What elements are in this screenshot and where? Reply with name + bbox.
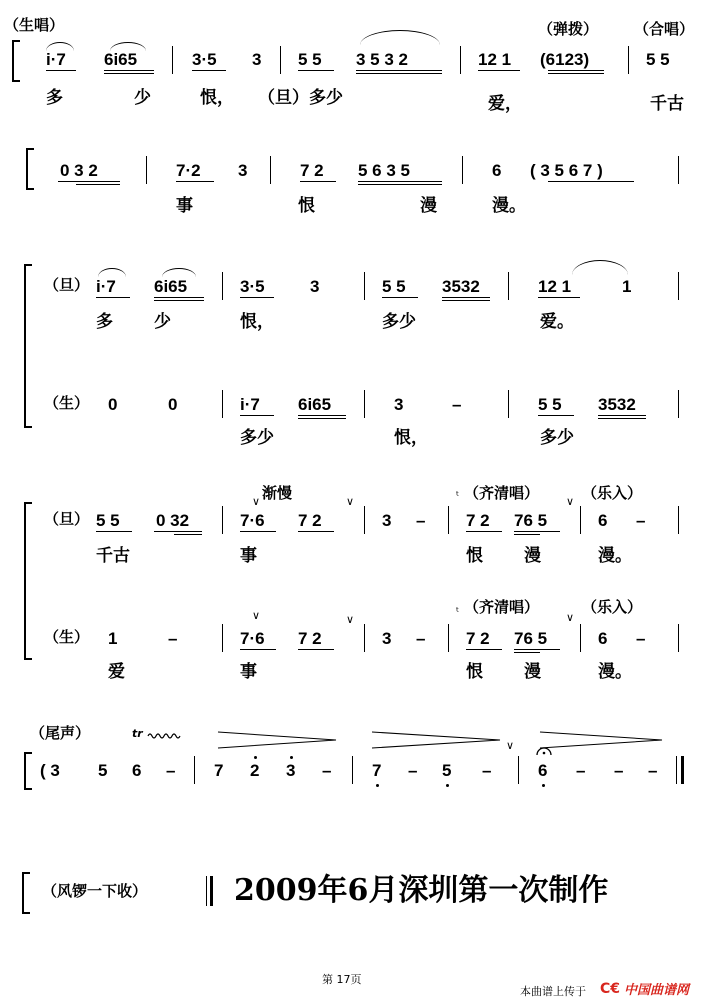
label-dan: （旦）	[44, 510, 90, 528]
barline	[508, 272, 509, 300]
label-sheng: （生）	[44, 628, 90, 646]
note: (6123)	[540, 50, 590, 69]
note: –	[168, 629, 178, 648]
site-logo-icon: C€	[600, 981, 621, 997]
note: 6	[598, 511, 608, 530]
label-sheng: （生）	[44, 394, 90, 412]
breath-mark: ∨	[252, 495, 261, 508]
note: 76 5	[514, 629, 548, 648]
barline	[580, 624, 581, 652]
note: –	[322, 761, 332, 780]
note: 1	[622, 277, 632, 296]
breath-mark: ∨	[346, 613, 355, 626]
note: ( 3	[40, 761, 60, 780]
fermata	[536, 746, 552, 756]
label-wei-sheng: （尾声）	[30, 724, 91, 742]
final-barline-thick	[210, 876, 213, 906]
note: 5	[442, 761, 452, 780]
breath-mark: ∨	[566, 611, 575, 624]
underline	[514, 534, 540, 535]
barline	[678, 390, 679, 418]
note: –	[166, 761, 176, 780]
system-bracket	[12, 40, 20, 82]
note: 12 1	[478, 50, 512, 69]
underline	[514, 652, 540, 653]
note: 3 5 3 2	[356, 50, 408, 69]
note: 7 2	[466, 629, 490, 648]
underline	[538, 297, 580, 298]
barline	[364, 624, 365, 652]
lyric: 漫。	[598, 662, 632, 682]
barline	[172, 46, 173, 74]
underline	[192, 70, 226, 71]
free-tempo-mark: ᵗ	[456, 605, 460, 618]
lyric: 漫	[524, 662, 541, 682]
underline	[176, 181, 214, 182]
lyric: 少	[134, 88, 151, 108]
note: 5 5	[298, 50, 322, 69]
note: 3532	[442, 277, 480, 296]
label-dan: （旦）	[44, 276, 90, 294]
note: 3	[394, 395, 404, 414]
label-qi-qing-chang: （齐清唱）	[464, 484, 540, 502]
note: –	[648, 761, 658, 780]
note: 7 2	[466, 511, 490, 530]
underline	[598, 415, 646, 416]
note: 5 5	[538, 395, 562, 414]
underline	[478, 70, 520, 71]
underline	[466, 649, 502, 650]
label-yue-ru: （乐入）	[582, 484, 643, 502]
lyric: 多	[46, 88, 63, 108]
barline	[580, 506, 581, 534]
note: –	[452, 395, 462, 414]
barline	[364, 390, 365, 418]
lyric: 多少	[540, 428, 574, 448]
note: 7·2	[176, 161, 201, 180]
upload-note: 本曲谱上传于	[520, 985, 586, 998]
decrescendo	[372, 730, 502, 750]
lyric: 多少	[382, 312, 416, 332]
note: 0 32	[156, 511, 190, 530]
octave-dot	[376, 784, 379, 787]
underline	[96, 297, 130, 298]
breath-mark: ∨	[506, 739, 515, 752]
note: 7·6	[240, 511, 265, 530]
trill-wave	[148, 732, 180, 740]
lyric: 恨	[466, 546, 483, 566]
label-he-chang: （合唱）	[634, 20, 695, 38]
underline	[240, 415, 274, 416]
lyric: 少	[154, 312, 171, 332]
note: 3	[382, 511, 392, 530]
lyric: 事	[176, 196, 193, 216]
note: –	[482, 761, 492, 780]
note: 1	[108, 629, 118, 648]
note: 3	[310, 277, 320, 296]
underline	[548, 73, 604, 74]
underline	[548, 70, 604, 71]
underline	[76, 184, 120, 185]
barline	[222, 506, 223, 534]
underline	[104, 73, 154, 74]
underline	[240, 649, 276, 650]
barline	[270, 156, 271, 184]
underline	[154, 297, 204, 298]
underline	[442, 300, 490, 301]
site-name: 中国曲谱网	[624, 983, 690, 998]
underline	[298, 415, 346, 416]
barline	[678, 272, 679, 300]
barline	[206, 876, 207, 906]
lyric: 恨	[298, 196, 315, 216]
lyric: 事	[240, 662, 257, 682]
breath-mark: ∨	[252, 609, 261, 622]
note: 3·5	[192, 50, 217, 69]
underline	[514, 649, 560, 650]
lyric: 千古	[650, 94, 684, 114]
lyric: 爱。	[540, 312, 574, 332]
note: –	[636, 511, 646, 530]
system-bracket	[24, 502, 32, 660]
system-bracket	[22, 872, 30, 914]
slur	[162, 268, 196, 277]
note: 6i65	[104, 50, 138, 69]
note: 3	[382, 629, 392, 648]
underline	[154, 531, 202, 532]
underline	[548, 181, 634, 182]
note: –	[636, 629, 646, 648]
barline	[678, 624, 679, 652]
note: 3	[252, 50, 262, 69]
slur	[572, 260, 628, 275]
barline	[222, 272, 223, 300]
underline	[46, 70, 76, 71]
note: 76 5	[514, 511, 548, 530]
barline	[222, 390, 223, 418]
note: i·7	[240, 395, 260, 414]
note: –	[416, 629, 426, 648]
barline	[448, 624, 449, 652]
underline	[538, 415, 574, 416]
lyric: 恨，	[240, 312, 274, 332]
underline	[240, 531, 276, 532]
page-number: 第 17页	[322, 973, 362, 986]
note: 2	[250, 761, 260, 780]
lyric: 多少	[240, 428, 274, 448]
octave-dot	[290, 756, 293, 759]
note: 7	[372, 761, 382, 780]
note: 5 5	[646, 50, 670, 69]
barline	[146, 156, 147, 184]
note: 7 2	[298, 629, 322, 648]
underline	[358, 181, 442, 182]
note: 5 5	[96, 511, 120, 530]
octave-dot	[446, 784, 449, 787]
note: –	[416, 511, 426, 530]
slur	[98, 268, 126, 277]
lyric: （旦）多少	[258, 88, 343, 108]
note: 3532	[598, 395, 636, 414]
slur	[46, 42, 74, 51]
note: 7 2	[300, 161, 324, 180]
note: 0 3 2	[60, 161, 98, 180]
note: 6	[132, 761, 142, 780]
underline	[298, 418, 346, 419]
underline	[298, 649, 334, 650]
underline	[58, 181, 120, 182]
octave-dot	[254, 756, 257, 759]
lyric: 爱	[108, 662, 125, 682]
system-bracket	[26, 148, 34, 190]
underline	[356, 73, 442, 74]
underline	[356, 70, 442, 71]
barline	[364, 272, 365, 300]
label-sheng-chang: （生唱）	[4, 16, 65, 34]
note: –	[408, 761, 418, 780]
underline	[154, 300, 204, 301]
underline	[298, 70, 334, 71]
note: 5 5	[382, 277, 406, 296]
note: 6	[492, 161, 502, 180]
note: 6i65	[154, 277, 188, 296]
underline	[300, 181, 336, 182]
breath-mark: ∨	[566, 495, 575, 508]
lyric: 恨	[466, 662, 483, 682]
note: ( 3 5 6 7 )	[530, 161, 603, 180]
barline	[222, 624, 223, 652]
note: 7	[214, 761, 224, 780]
barline	[678, 506, 679, 534]
system-bracket	[24, 264, 32, 428]
underline	[96, 531, 132, 532]
note: 12 1	[538, 277, 572, 296]
barline	[508, 390, 509, 418]
underline	[382, 297, 418, 298]
lyric: 漫。	[492, 196, 526, 216]
lyric: 漫	[420, 196, 437, 216]
label-feng-luo: （风锣一下收）	[42, 882, 148, 900]
final-barline-thick	[681, 756, 684, 784]
barline	[352, 756, 353, 784]
final-barline	[676, 756, 677, 784]
note: 0	[168, 395, 178, 414]
underline	[240, 297, 274, 298]
note: i·7	[96, 277, 116, 296]
underline	[598, 418, 646, 419]
underline	[442, 297, 490, 298]
lyric: 恨，	[394, 428, 428, 448]
note: –	[614, 761, 624, 780]
lyric: 恨，	[200, 88, 234, 108]
note: i·7	[46, 50, 66, 69]
note: 7 2	[298, 511, 322, 530]
underline	[466, 531, 502, 532]
note: 6i65	[298, 395, 332, 414]
underline	[514, 531, 560, 532]
lyric: 漫。	[598, 546, 632, 566]
free-tempo-mark: ᵗ	[456, 489, 460, 502]
note: 5	[98, 761, 108, 780]
label-tan-bo: （弹拨）	[538, 20, 599, 38]
lyric: 漫	[524, 546, 541, 566]
production-title: 2009年6月深圳第一次制作	[234, 873, 609, 908]
note: 3	[238, 161, 248, 180]
note: 3·5	[240, 277, 265, 296]
note: –	[576, 761, 586, 780]
note: 7·6	[240, 629, 265, 648]
note: 6	[598, 629, 608, 648]
note: 0	[108, 395, 118, 414]
barline	[628, 46, 629, 74]
barline	[518, 756, 519, 784]
barline	[678, 156, 679, 184]
lyric: 多	[96, 312, 113, 332]
lyric: 千古	[96, 546, 130, 566]
breath-mark: ∨	[346, 495, 355, 508]
underline	[174, 534, 202, 535]
barline	[448, 506, 449, 534]
octave-dot	[542, 784, 545, 787]
lyric: 事	[240, 546, 257, 566]
slur	[110, 42, 146, 51]
label-yue-ru: （乐入）	[582, 598, 643, 616]
barline	[280, 46, 281, 74]
decrescendo	[218, 730, 338, 750]
underline	[298, 531, 334, 532]
barline	[194, 756, 195, 784]
barline	[460, 46, 461, 74]
label-qi-qing-chang: （齐清唱）	[464, 598, 540, 616]
note: 3	[286, 761, 296, 780]
underline	[104, 70, 154, 71]
decrescendo	[540, 730, 664, 750]
note: 5 6 3 5	[358, 161, 410, 180]
label-jian-man: 渐慢	[262, 484, 293, 502]
slur	[360, 30, 440, 45]
trill-mark: tr	[132, 727, 143, 740]
barline	[462, 156, 463, 184]
note: 6	[538, 761, 548, 780]
underline	[358, 184, 442, 185]
barline	[364, 506, 365, 534]
system-bracket	[24, 752, 32, 790]
lyric: 爱，	[488, 94, 522, 114]
